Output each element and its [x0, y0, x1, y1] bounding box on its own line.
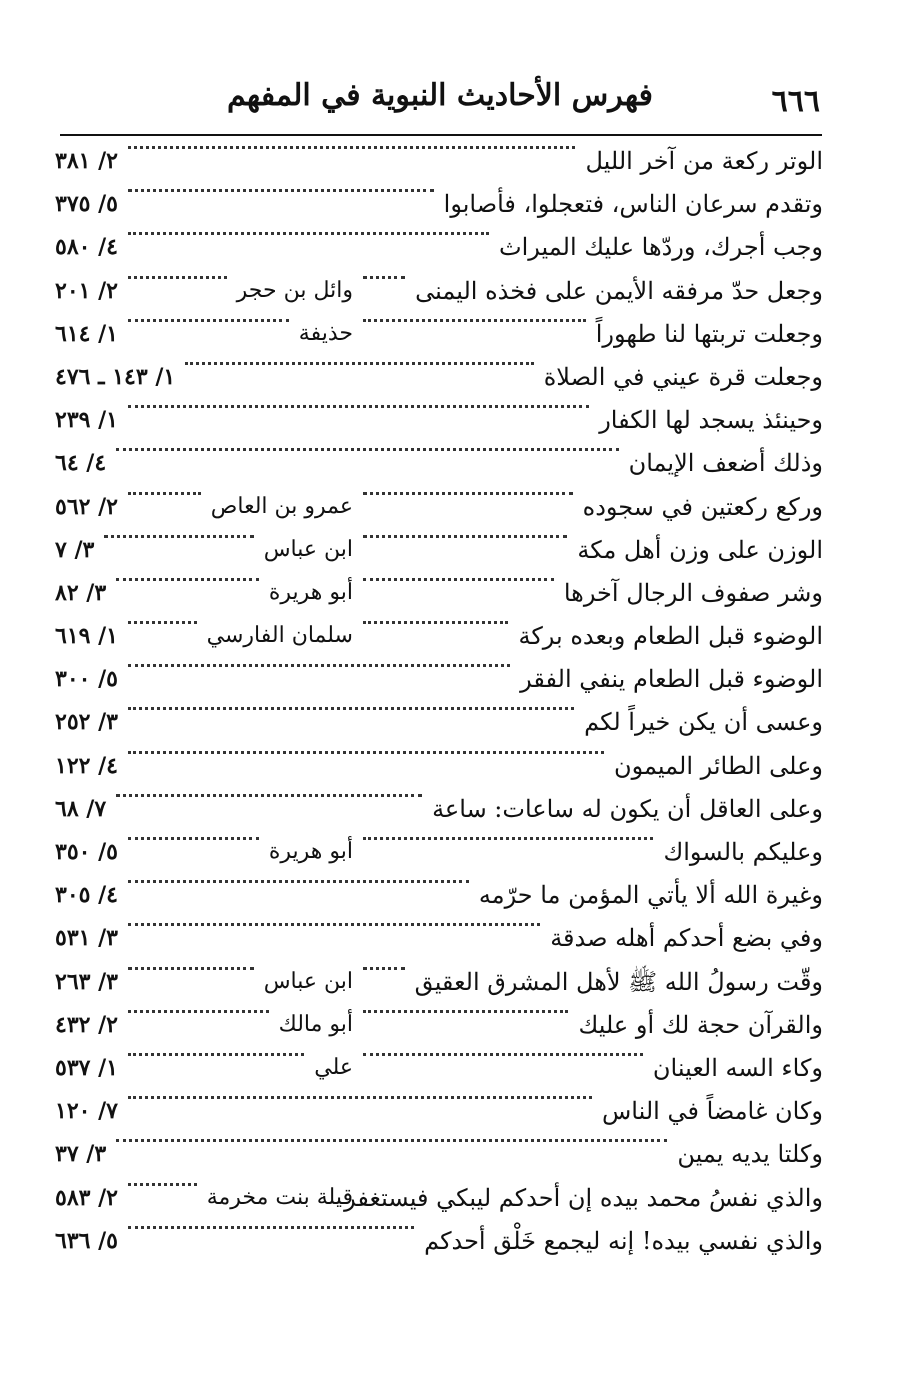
hadith-text: وغيرة الله ألا يأتي المؤمن ما حرّمه — [478, 881, 823, 910]
volume-page-ref: ٥/ ٣٧٥ — [55, 191, 118, 218]
volume-page-ref: ٣/ ٥٣١ — [55, 925, 118, 952]
dotted-leader — [128, 751, 604, 754]
dotted-leader — [363, 621, 508, 624]
index-entry — [55, 356, 823, 399]
hadith-text: وكلتا يديه يمين — [677, 1140, 823, 1169]
dotted-leader — [128, 1053, 304, 1056]
dotted-leader — [363, 1053, 643, 1056]
dotted-leader — [128, 146, 575, 149]
hadith-text: وشر صفوف الرجال آخرها — [563, 578, 823, 607]
index-entry — [55, 745, 823, 788]
index-entry — [55, 658, 823, 701]
narrator-name: وائل بن حجر — [236, 277, 353, 303]
index-entry — [55, 140, 823, 183]
dotted-leader — [363, 1010, 568, 1013]
hadith-text: وعسى أن يكن خيراً لكم — [584, 708, 823, 737]
index-entry — [55, 572, 823, 615]
hadith-text: وفي بضع أحدكم أهله صدقة — [550, 924, 823, 953]
hadith-text: وتقدم سرعان الناس، فتعجلوا، فأصابوا — [443, 190, 823, 219]
dotted-leader — [128, 1096, 592, 1099]
dotted-leader — [116, 1139, 667, 1142]
dotted-leader — [128, 1183, 197, 1186]
hadith-text: وذلك أضعف الإيمان — [628, 449, 823, 478]
dotted-leader — [116, 448, 619, 451]
index-entry — [55, 183, 823, 226]
dotted-leader — [128, 967, 254, 970]
index-entry — [55, 1090, 823, 1133]
volume-page-ref: ٥/ ٣٥٠ — [55, 839, 118, 865]
volume-page-ref: ١/ ٢٣٩ — [55, 407, 118, 434]
volume-page-ref: ٢/ ٥٨٣ — [55, 1184, 118, 1211]
narrator-name: أبو هريرة — [268, 839, 353, 864]
volume-page-ref: ٢/ ٢٠١ — [55, 277, 118, 304]
index-entry — [55, 1047, 823, 1090]
narrator-name: قيلة بنت مخرمة — [206, 1184, 353, 1210]
index-entry — [55, 226, 823, 269]
hadith-text: وقّت رسولُ الله ﷺ لأهل المشرق العقيق — [414, 967, 823, 996]
narrator-name: علي — [314, 1054, 353, 1080]
volume-page-ref: ٣/ ٨٢ — [55, 579, 107, 606]
page-number: ٦٦٦ — [771, 84, 820, 119]
hadith-index-list — [55, 140, 823, 1263]
volume-page-ref: ٧/ ٦٨ — [55, 795, 107, 822]
volume-page-ref: ٣/ ٧ — [55, 536, 95, 563]
dotted-leader — [128, 837, 259, 840]
hadith-text: الوضوء قبل الطعام ينفي الفقر — [520, 665, 823, 694]
index-entry — [55, 1220, 823, 1263]
volume-page-ref: ١/ ٦١٩ — [55, 623, 118, 650]
hadith-text: وعلى العاقل أن يكون له ساعات: ساعة — [432, 794, 823, 823]
dotted-leader — [104, 535, 254, 538]
volume-page-ref: ٣/ ٣٧ — [55, 1141, 107, 1168]
narrator-name: ابن عباس — [263, 968, 353, 994]
running-title: فهرس الأحاديث النبوية في المفهم — [226, 78, 654, 113]
hadith-text: الوضوء قبل الطعام وبعده بركة — [518, 622, 823, 651]
index-entry — [55, 1133, 823, 1176]
narrator-name: سلمان الفارسي — [206, 623, 353, 649]
hadith-text: وعلى الطائر الميمون — [613, 751, 823, 780]
hadith-text: وكاء السه العينان — [652, 1053, 823, 1082]
hadith-text: الوزن على وزن أهل مكة — [577, 535, 823, 564]
volume-page-ref: ٢/ ٣٨١ — [55, 148, 118, 174]
dotted-leader — [128, 707, 574, 710]
index-entry — [55, 1177, 823, 1220]
dotted-leader — [185, 362, 534, 365]
hadith-text: والذي نفسُ محمد بيده إن أحدكم ليبكي فيستغفر — [344, 1183, 823, 1212]
dotted-leader — [128, 923, 540, 926]
dotted-leader — [116, 578, 259, 581]
hadith-text: وجب أجرك، وردّها عليك الميراث — [499, 233, 823, 262]
dotted-leader — [116, 794, 422, 797]
index-entry — [55, 399, 823, 442]
hadith-text: والذي نفسي بيده! إنه ليجمع خَلْق أحدكم — [424, 1226, 823, 1255]
dotted-leader — [363, 535, 567, 538]
index-entry — [55, 442, 823, 485]
index-entry — [55, 529, 823, 572]
hadith-text: وجعلت تربتها لنا طهوراً — [595, 319, 823, 348]
dotted-leader — [363, 837, 653, 840]
narrator-name: ابن عباس — [263, 536, 353, 562]
dotted-leader — [128, 276, 227, 279]
hadith-text: وكان غامضاً في الناس — [602, 1097, 823, 1126]
index-entry — [55, 788, 823, 831]
index-entry — [55, 917, 823, 960]
index-entry — [55, 874, 823, 917]
dotted-leader — [128, 621, 197, 624]
index-entry — [55, 270, 823, 313]
dotted-leader — [128, 232, 489, 235]
volume-page-ref: ١/ ٦١٤ — [55, 320, 118, 347]
hadith-text: وعليكم بالسواك — [663, 838, 823, 866]
dotted-leader — [128, 880, 469, 883]
index-entry — [55, 615, 823, 658]
volume-page-ref: ١/ ٥٣٧ — [55, 1054, 118, 1081]
page-header — [60, 70, 820, 130]
hadith-text: وجعلت قرة عيني في الصلاة — [543, 362, 823, 391]
hadith-text: الوتر ركعة من آخر الليل — [585, 147, 823, 175]
dotted-leader — [128, 405, 589, 408]
narrator-name: أبو هريرة — [268, 579, 353, 605]
volume-page-ref: ٤/ ١٢٢ — [55, 752, 118, 779]
dotted-leader — [363, 319, 586, 322]
volume-page-ref: ٥/ ٦٣٦ — [55, 1227, 118, 1254]
header-rule — [60, 134, 822, 136]
volume-page-ref: ٢/ ٥٦٢ — [55, 493, 118, 520]
dotted-leader — [363, 967, 405, 970]
index-entry — [55, 961, 823, 1004]
dotted-leader — [363, 276, 405, 279]
hadith-text: وحينئذ يسجد لها الكفار — [599, 406, 823, 435]
index-entry — [55, 313, 823, 356]
dotted-leader — [363, 578, 554, 581]
dotted-leader — [128, 1010, 269, 1013]
index-entry — [55, 701, 823, 744]
index-entry — [55, 486, 823, 529]
dotted-leader — [363, 492, 573, 495]
dotted-leader — [128, 664, 510, 667]
volume-page-ref: ٣/ ٢٦٣ — [55, 968, 118, 995]
volume-page-ref: ١/ ١٤٣ ـ ٤٧٦ — [55, 363, 176, 390]
hadith-text: والقرآن حجة لك أو عليك — [578, 1010, 823, 1039]
volume-page-ref: ٥/ ٣٠٠ — [55, 666, 118, 693]
volume-page-ref: ٤/ ٣٠٥ — [55, 882, 118, 909]
narrator-name: حذيفة — [298, 320, 353, 346]
volume-page-ref: ٤/ ٥٨٠ — [55, 234, 118, 261]
narrator-name: عمرو بن العاص — [210, 493, 353, 519]
dotted-leader — [128, 492, 201, 495]
dotted-leader — [128, 319, 289, 322]
hadith-text: وركع ركعتين في سجوده — [582, 492, 823, 521]
volume-page-ref: ٧/ ١٢٠ — [55, 1098, 118, 1125]
index-entry — [55, 831, 823, 874]
volume-page-ref: ٢/ ٤٣٢ — [55, 1011, 118, 1038]
index-entry — [55, 1004, 823, 1047]
dotted-leader — [128, 189, 434, 192]
volume-page-ref: ٣/ ٢٥٢ — [55, 709, 118, 736]
narrator-name: أبو مالك — [278, 1011, 353, 1037]
hadith-text: وجعل حدّ مرفقه الأيمن على فخذه اليمنى — [415, 276, 823, 305]
dotted-leader — [128, 1226, 414, 1229]
volume-page-ref: ٤/ ٦٤ — [55, 450, 107, 477]
